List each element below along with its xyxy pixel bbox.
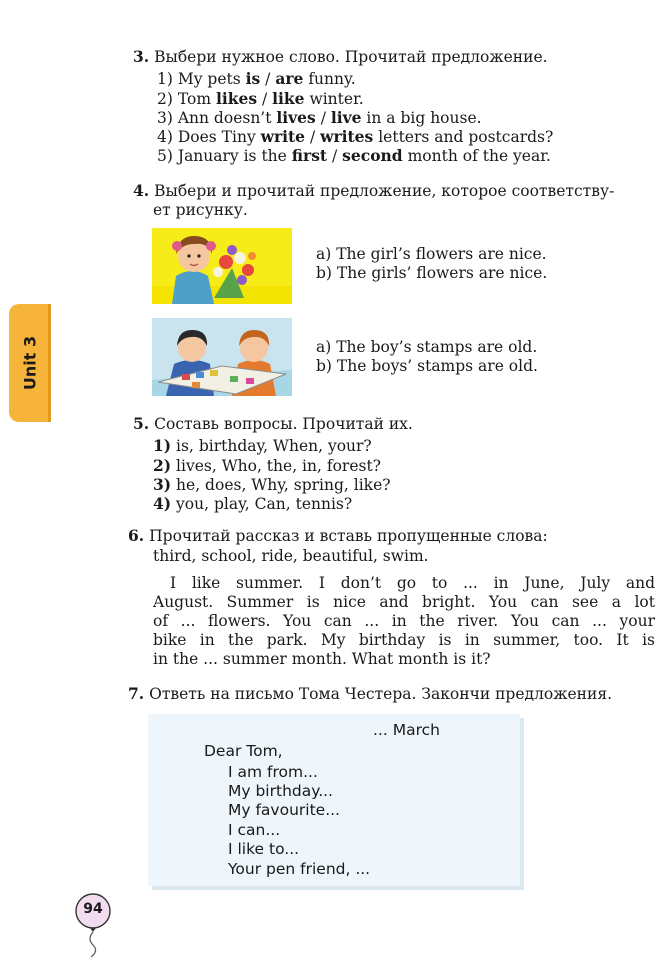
- ex5-item: 2) lives, Who, the, in, forest?: [153, 456, 381, 475]
- ex7-instruction: Ответь на письмо Тома Честера. Закончи предложения.: [149, 685, 613, 703]
- ex4-option-a[interactable]: a) The boy’s stamps are old.: [316, 338, 538, 356]
- ex4-option-b[interactable]: b) The girls’ flowers are nice.: [316, 264, 548, 282]
- ex3-item: 3) Ann doesn’t lives / live in a big house.: [157, 108, 482, 127]
- girl-flowers-illustration: [152, 228, 292, 304]
- ex6-word-bank: third, school, ride, beautiful, swim.: [153, 547, 429, 565]
- ex3-item: 2) Tom likes / like winter.: [157, 89, 364, 108]
- story-line: bike in the park. My birthday is in summer, too. It is: [153, 631, 655, 649]
- ex5-item: 4) you, play, Can, tennis?: [153, 494, 353, 513]
- ex4-option-a[interactable]: a) The girl’s flowers are nice.: [316, 245, 547, 263]
- ex3-item: 1) My pets is / are funny.: [157, 69, 356, 88]
- letter-line: Your pen friend, ...: [228, 860, 371, 878]
- ex6-heading: [128, 526, 548, 546]
- ex4-instruction: Выбери и прочитай предложение, которое соответству-: [154, 182, 615, 200]
- ex3-number: 3.: [133, 47, 150, 66]
- ex3-item: 5) January is the first / second month of the year.: [157, 146, 551, 165]
- ex4-option-b[interactable]: b) The boys’ stamps are old.: [316, 357, 538, 375]
- ex7-number: 7.: [128, 684, 145, 703]
- story-line: of ... flowers. You can ... in the river. You can ... your: [153, 612, 655, 630]
- ex3-instruction: Выбери нужное слово. Прочитай предложение.: [154, 48, 548, 66]
- ex5-heading: [133, 414, 413, 434]
- letter-line: My favourite...: [228, 801, 340, 819]
- ex4-number: 4.: [133, 181, 150, 200]
- ex5-number: 5.: [133, 414, 150, 433]
- ex4-instruction-cont: ет рисунку.: [153, 201, 248, 219]
- letter-date: ... March: [373, 721, 440, 739]
- girl-flowers-picture: [152, 228, 292, 304]
- letter-greeting: Dear Tom,: [204, 742, 283, 760]
- story-line: in the ... summer month. What month is it?: [153, 650, 491, 668]
- story-line: I like summer. I don’t go to ... in June, July and: [170, 574, 655, 592]
- letter-line: I can...: [228, 821, 281, 839]
- story-line: August. Summer is nice and bright. You can see a lot: [153, 593, 655, 611]
- ex3-item: 4) Does Tiny write / writes letters and postcards?: [157, 127, 554, 146]
- ex6-instruction: Прочитай рассказ и вставь пропущенные слова:: [149, 527, 548, 545]
- letter-line: I like to...: [228, 840, 300, 858]
- ex6-number: 6.: [128, 526, 145, 545]
- ex5-item: 3) he, does, Why, spring, like?: [153, 475, 391, 494]
- boys-stamps-picture: [152, 318, 292, 396]
- ex5-instruction: Составь вопросы. Прочитай их.: [154, 415, 413, 433]
- ex4-heading: [133, 181, 614, 201]
- page-number: 94: [83, 901, 103, 917]
- page-number-balloon: [73, 893, 113, 961]
- unit-side-tab: [9, 304, 51, 422]
- letter-line: My birthday...: [228, 782, 333, 800]
- letter-line: I am from...: [228, 763, 318, 781]
- ex6-story: [153, 574, 655, 669]
- ex3-heading: [133, 47, 548, 67]
- ex5-item: 1) is, birthday, When, your?: [153, 436, 372, 455]
- boys-stamps-illustration: [152, 318, 292, 396]
- ex7-heading: [128, 684, 612, 704]
- unit-label: Unit 3: [20, 335, 40, 391]
